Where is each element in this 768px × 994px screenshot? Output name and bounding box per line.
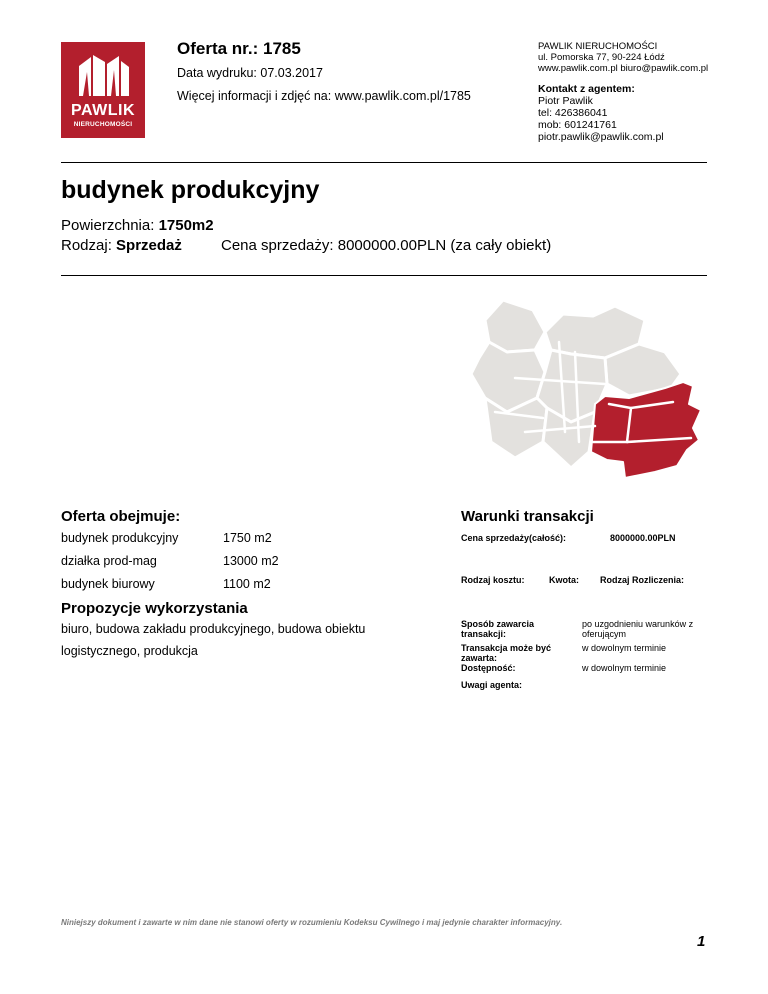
agent-mob: mob: 601241761 — [538, 119, 617, 131]
more-info-link[interactable]: www.pawlik.com.pl/1785 — [334, 89, 471, 103]
when-label: Transakcja może być zawarta: — [461, 643, 552, 663]
agent-email[interactable]: piotr.pawlik@pawlik.com.pl — [538, 131, 664, 143]
offer-item-value: 1750 m2 — [223, 531, 272, 545]
district-map-icon — [455, 292, 707, 492]
company-name: PAWLIK NIERUCHOMOŚCI — [538, 41, 658, 52]
disclaimer: Niniejszy dokument i zawarte w nim dane nie stanowi oferty w rozumieniu Kodeksu Cywilnego i maj jedynie charakter informacyjny. — [61, 918, 563, 927]
offer-item-value: 1100 m2 — [223, 577, 271, 591]
more-info — [177, 89, 471, 103]
company-info — [538, 41, 708, 74]
method-value: po uzgodnieniu warunków z oferującym — [582, 619, 694, 639]
agent-tel: tel: 426386041 — [538, 107, 608, 119]
divider — [61, 275, 707, 276]
offer-item-name: działka prod-mag — [61, 554, 157, 568]
offer-item-value: 13000 m2 — [223, 554, 279, 568]
more-info-label: Więcej informacji i zdjęć na: — [177, 89, 332, 103]
when-value: w dowolnym terminie — [582, 643, 667, 653]
type-value: Sprzedaż — [116, 237, 182, 254]
terms-title: Warunki transakcji — [461, 508, 594, 525]
agent-name: Piotr Pawlik — [538, 95, 593, 107]
offer-number: 1785 — [262, 39, 301, 58]
settlement-label: Rodzaj Rozliczenia: — [600, 575, 685, 585]
property-title: budynek produkcyjny — [61, 176, 320, 204]
notes-label: Uwagi agenta: — [461, 680, 523, 690]
availability-value: w dowolnym terminie — [582, 663, 667, 673]
agent-contact — [538, 83, 664, 143]
company-contact: www.pawlik.com.pl biuro@pawlik.com.pl — [538, 63, 709, 74]
price-value: 8000000.00PLN — [610, 533, 676, 543]
page-number: 1 — [697, 933, 706, 950]
company-logo — [61, 42, 145, 138]
cost-type-label: Rodzaj kosztu: — [461, 575, 525, 585]
method-label: Sposób zawarcia transakcji: — [461, 619, 535, 639]
price-label: Cena sprzedaży(całość): — [461, 533, 567, 543]
property-area — [61, 217, 214, 234]
print-date-label: Data wydruku: — [177, 66, 257, 80]
print-date-value: 07.03.2017 — [260, 66, 323, 80]
logo-name: PAWLIK — [70, 102, 136, 119]
offer-title — [177, 39, 301, 59]
type-label: Rodzaj: — [61, 237, 112, 254]
usage-text: biuro, budowa zakładu produkcyjnego, budowa obiektu logistycznego, produkcja — [61, 622, 366, 658]
availability-label: Dostępność: — [461, 663, 516, 673]
divider — [61, 162, 707, 163]
usage-title: Propozycje wykorzystania — [61, 600, 248, 617]
area-label: Powierzchnia: — [61, 217, 155, 234]
property-type — [61, 237, 182, 254]
area-value: 1750m2 — [158, 217, 214, 234]
offer-includes-title: Oferta obejmuje: — [61, 508, 181, 525]
agent-label: Kontakt z agentem: — [538, 83, 635, 95]
location-map — [455, 292, 707, 497]
company-address: ul. Pomorska 77, 90-224 Łódź — [538, 52, 665, 63]
amount-label: Kwota: — [549, 575, 579, 585]
logo-subtitle: NIERUCHOMOŚCI — [73, 121, 133, 128]
offer-item-name: budynek produkcyjny — [61, 531, 179, 545]
offer-label: Oferta nr.: — [177, 39, 259, 58]
property-price: Cena sprzedaży: 8000000.00PLN (za cały obiekt) — [221, 237, 552, 254]
offer-item-name: budynek biurowy — [61, 577, 155, 591]
print-date — [177, 66, 323, 80]
